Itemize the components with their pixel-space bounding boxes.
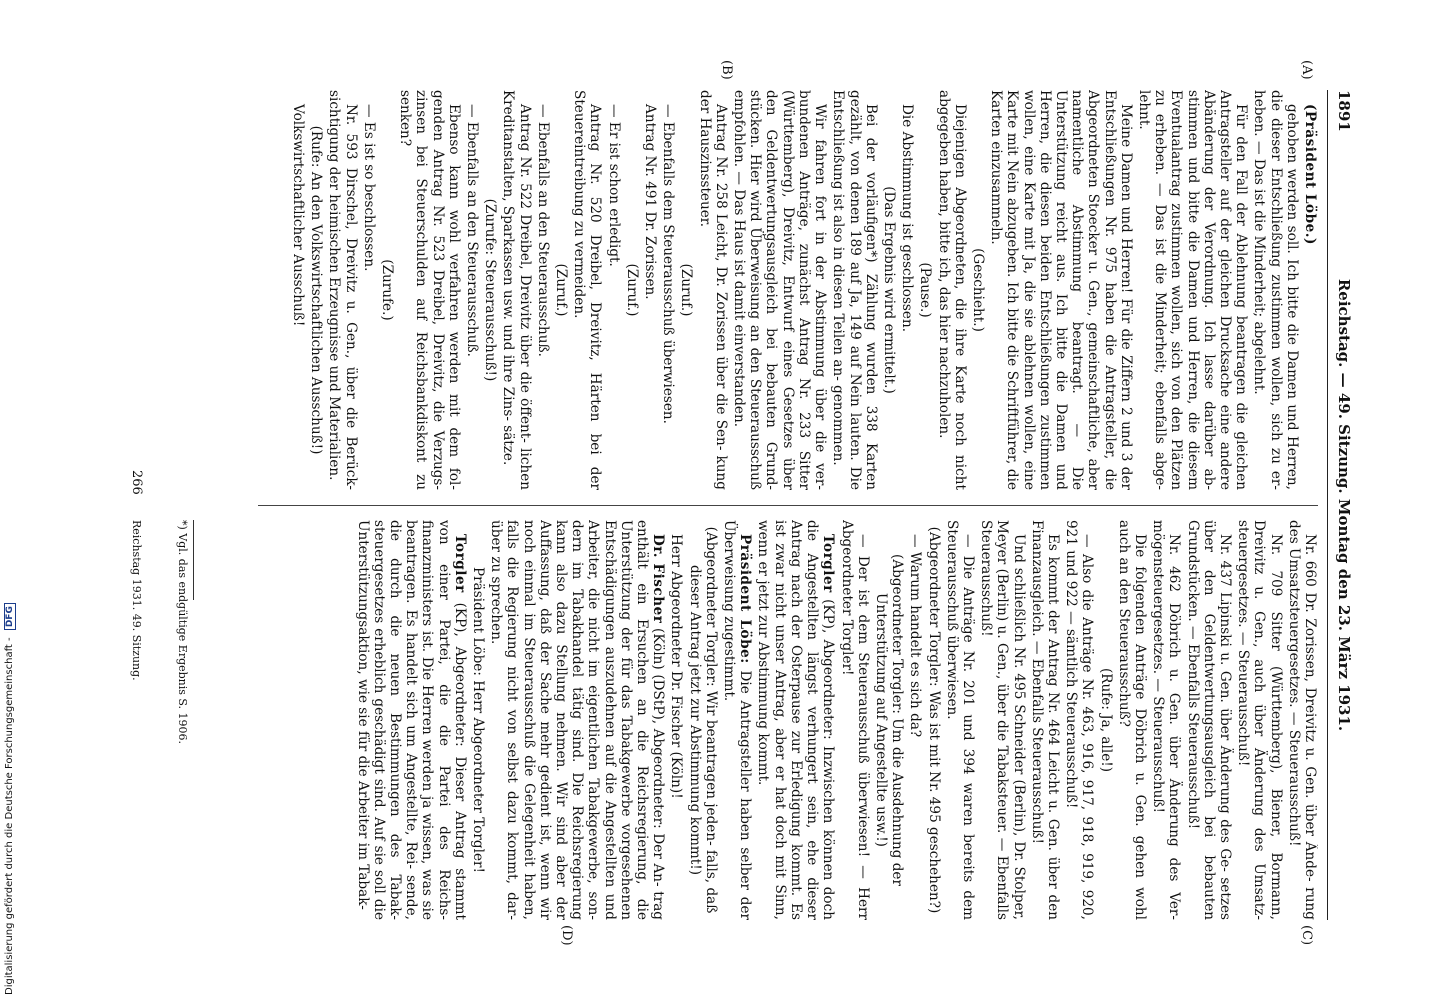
stage-direction-text: (Zuruf.) bbox=[623, 263, 640, 317]
paragraph bbox=[1235, 520, 1284, 920]
stage-direction bbox=[881, 90, 897, 490]
paragraph bbox=[535, 90, 551, 490]
stage-direction bbox=[917, 90, 933, 490]
paragraph-text: Herr Abgeordneter Dr. Fischer (Köln)! bbox=[668, 534, 685, 799]
speaker-name: (Präsident Löbe.) bbox=[1302, 104, 1318, 245]
bottom-page-number: 266 bbox=[129, 470, 144, 495]
stage-direction-text: (Zurufe.) bbox=[379, 259, 396, 321]
paragraph bbox=[1116, 520, 1148, 920]
paragraph bbox=[1029, 520, 1061, 920]
footnote bbox=[176, 520, 194, 920]
paragraph-text: Nr. 437 Lipinski u. Gen. über Änderung des Ge- setzes über den Geldentwertungsausgleich bei bebauten Grundstücken. — Ebenfalls Steuerausschuß! bbox=[1184, 520, 1233, 920]
paragraph-text: Antrag Nr. 258 Leicht, Dr. Zorissen über die Sen- kung der Hauszinssteuer. bbox=[696, 90, 729, 490]
paragraph-text: — Warum handelt es sich da? bbox=[907, 534, 924, 738]
stage-direction-text: (Abgeordneter Torgler: Was ist mit Nr. 495 geschehen?) bbox=[925, 526, 942, 914]
stage-direction bbox=[873, 520, 905, 920]
margin-mark-a: (A) bbox=[1299, 60, 1314, 80]
paragraph bbox=[899, 90, 915, 490]
paragraph bbox=[361, 90, 377, 490]
paragraph-text: gehoben werden soll. Ich bitte die Damen und Herren, die dieser Entschließung zustimmen wollen, sich zu er- heben. — Das ist die Minderheit; abgelehnt. bbox=[1251, 90, 1300, 490]
stage-direction bbox=[553, 90, 569, 490]
paragraph bbox=[397, 90, 462, 490]
paragraph bbox=[1286, 520, 1318, 920]
paragraph bbox=[978, 520, 1027, 920]
paragraph-text: Nr. 660 Dr. Zorissen, Dreivitz u. Gen. über Ände- rung des Umsatzsteuergesetzes. — Steuerausschuß! bbox=[1285, 520, 1318, 920]
paragraph bbox=[1063, 520, 1095, 920]
paragraph bbox=[1150, 520, 1182, 920]
speech-text: (KP), Abgeordneter: Inzwischen können doch die Angestellten längst verhungert sein, ehe dieser Antrag nach der Osterpause zur Erledigung kommt. Es ist zwar nicht unser Antrag, aber er hat doch mit Sinn, wenn er jetzt zur Abstimmung kommt. bbox=[755, 520, 837, 920]
stage-direction bbox=[470, 520, 486, 920]
stage-direction-text: (Zurufe: Steuerausschuß!) bbox=[482, 198, 499, 382]
sidenote-strip bbox=[4, 0, 20, 1000]
paragraph bbox=[830, 90, 879, 490]
stage-direction-text: (Geschieht.) bbox=[969, 248, 986, 332]
stage-direction bbox=[678, 90, 694, 490]
speech-text: (KP), Abgeordneter: Dieser Antrag stammt von einer Partei, die die Partei des Reichs- finanzministers ist. Die Herren werden ja wissen, was sie beantragen. Es handelt sich um Angestellte, Rei- sende, die durch die neuen Bestimmungen des Tabak- steuergesetzes erheblich geschädigt sind. Auf sie soll die Unterstützungsaktion, wie sie für die Arbeiter im Tabak- bbox=[354, 520, 468, 920]
digitization-sidenote bbox=[4, 603, 16, 995]
paragraph-text: Antrag Nr. 491 Dr. Zorissen. bbox=[642, 104, 659, 300]
paragraph bbox=[326, 90, 358, 490]
stage-direction bbox=[308, 90, 324, 490]
paragraph-text: Diejenigen Abgeordneten, die ihre Karte noch nicht abgegeben haben, bitte ich, das hier nachzuholen. bbox=[935, 90, 968, 490]
dfg-logo: DFG bbox=[4, 603, 16, 630]
stage-direction-text: Präsident Löbe: Herr Abgeordneter Torgler! bbox=[470, 567, 487, 873]
speaker-name: Torgler bbox=[451, 534, 468, 593]
paragraph bbox=[944, 520, 976, 920]
paragraph bbox=[907, 520, 923, 920]
stage-direction-text: (Rufe: Ja, alle!) bbox=[1097, 667, 1114, 773]
paragraph-text: Die folgenden Anträge Döbrich u. Gen. gehen wohl auch an den Steuerausschuß? bbox=[1115, 520, 1148, 920]
margin-mark-d: (D) bbox=[559, 925, 574, 946]
left-column bbox=[118, 90, 1318, 490]
paragraph bbox=[668, 520, 684, 920]
speech-paragraph bbox=[488, 520, 666, 920]
paragraph bbox=[660, 90, 676, 490]
stage-direction-text: (Rufe: An den Volkswirtschaftlichen Ausschuß!) bbox=[308, 125, 325, 455]
speech-text: (Köln) (DStP), Abgeordneter: Der An- trag enthält ein Ersuchen an die Reichsregierung, die Unterstützung der für das Tabakgewerbe vorgesehenen Entschädigungen auszudehnen auf die Angestellten und Arbeiter, die nicht im eigentlichen Tabakgewerbe, son- dern im Tabakhandel tätig sind. Die Reichsregierung kann also dazu Stellung nehmen. Wir sind aber der Auffassung, daß der Sache mehr gedient ist, wenn wir noch einmal im Steuerausschuß die Gelegenheit haben, falls die Regierung nicht von selbst dazu kommt, dar- über zu sprechen. bbox=[488, 520, 667, 920]
paragraph-text: — Die Anträge Nr. 201 und 394 waren bereits dem Steuerausschuß überwiesen. bbox=[943, 520, 976, 920]
paragraph bbox=[290, 90, 306, 490]
paragraph-text: — Der ist dem Steuerausschuß überwiesen! — Herr Abgeordneter Torgler! bbox=[838, 520, 871, 920]
paragraph-text: Nr. 462 Döbrich u. Gen. über Änderung des Ver- mögensteuergesetzes. — Steuerausschuß! bbox=[1150, 520, 1183, 920]
paragraph-text: — Also die Anträge Nr. 463, 916, 917, 918, 919, 920, 921 und 922 — sämtlich Steuerausschuß! bbox=[1063, 520, 1096, 920]
margin-mark-b: (B) bbox=[719, 60, 734, 80]
session-line: Reichstag 1931. 49. Sitzung. bbox=[130, 520, 143, 681]
paragraph-text: — Ebenfalls dem Steuerausschuß überwiesen. bbox=[660, 104, 677, 425]
speaker-name: Dr. Fischer bbox=[650, 534, 667, 624]
speech-paragraph bbox=[1302, 90, 1318, 490]
paragraph bbox=[1136, 90, 1249, 490]
paragraph-text: Nr. 593 Dirschel, Dreivitz u. Gen., über die Berück- sichtigung der heimischen Erzeugnisse und Materialien. bbox=[326, 90, 359, 490]
speech-paragraph bbox=[755, 520, 836, 920]
paragraph-text: — Ebenfalls an den Steuerausschuß. bbox=[464, 104, 481, 357]
stage-direction-text: (Abgeordneter Torgler: Um die Ausdehnung der Unterstützung auf Angestellte usw.!) bbox=[872, 554, 906, 886]
paragraph bbox=[988, 90, 1134, 490]
paragraph-text: Meine Damen und Herren! Für die Ziffern 2 und 3 der Entschließungen Nr. 975 haben die Antragsteller, die Abgeordneten Stoecker u. Gen., gemeinschaftliche, aber namentliche Abstimmung beantragt. — Die Unterstützung reicht aus. Ich bitte die Damen und Herren, die diesen beiden Entschließungen zustimmen wollen, eine Karte mit Ja, die sie ablehnen wollen, eine Karte mit Nein abzugeben. Ich bitte die Schriftführer, die Karten einzusammeln. bbox=[988, 90, 1134, 490]
paragraph-text: — Er ist schon erledigt. bbox=[605, 104, 622, 267]
paragraph-text: Für den Fall der Ablehnung beantragen die gleichen Antragsteller auf der gleichen Drucksache eine andere Abänderung der Verordnung. Ich lasse darüber ab- stimmen und bitte die Damen und Herren, die diesem Eventualantrag zustimmen wollen, sich von den Plätzen zu erheben. — Das ist die Minderheit; ebenfalls abge- lehnt. bbox=[1135, 90, 1250, 490]
paragraph-text: — Es ist so beschlossen. bbox=[360, 104, 377, 272]
speaker-name: Präsident Löbe: bbox=[737, 534, 754, 664]
paragraph-text: — Ebenfalls an den Steuerausschuß. bbox=[534, 104, 551, 357]
speech-paragraph bbox=[721, 520, 753, 920]
speaker-name: Torgler bbox=[820, 534, 837, 593]
page-header bbox=[1327, 90, 1354, 920]
paragraph bbox=[605, 90, 621, 490]
header-page-number: 1891 bbox=[1335, 90, 1353, 132]
column-divider bbox=[258, 505, 1318, 506]
stage-direction-text: (Zuruf.) bbox=[553, 263, 570, 317]
stage-direction bbox=[482, 90, 498, 490]
sidenote-text: Digitalisierung gefördert durch die Deutsche Forschungsgemeinschaft - bbox=[4, 637, 15, 995]
paragraph-text: Bei der vorläufigen*) Zählung wurden 338 Karten gezählt, von denen 189 auf Ja, 149 auf Nein lauten. Die Entschließung ist also in diesen Teilen an- genommen. bbox=[830, 90, 879, 490]
paragraph bbox=[642, 90, 658, 490]
paragraph bbox=[464, 90, 480, 490]
stage-direction bbox=[970, 90, 986, 490]
speech-text: Die Antragsteller haben selber der Überweisung zugestimmt. bbox=[721, 520, 754, 920]
paragraph bbox=[500, 90, 532, 490]
margin-mark-c: (C) bbox=[1299, 925, 1314, 946]
header-title: Reichstag. — 49. Sitzung. Montag den 23. März 1931. bbox=[1335, 278, 1353, 732]
paragraph bbox=[696, 90, 728, 490]
paragraph bbox=[935, 90, 967, 490]
paragraph-text: Antrag Nr. 520 Dreibel, Dreivitz, Härten bei der Steuereintreibung zu vermeiden. bbox=[571, 90, 604, 490]
footnote-text: *) Vgl. das endgültige Ergebnis S. 1906. bbox=[176, 520, 189, 745]
footnote-rule bbox=[193, 520, 194, 600]
paragraph-text: Es kommt der Antrag Nr. 464 Leicht u. Gen. über den Finanzausgleich. — Ebenfalls Steuerausschuß! bbox=[1028, 520, 1061, 920]
stage-direction-text: (Abgeordneter Torgler: Wir beantragen jeden- falls, daß dieser Antrag jetzt zur Abstimmung kommt!) bbox=[686, 526, 719, 914]
stage-direction bbox=[379, 90, 395, 490]
stage-direction bbox=[624, 90, 640, 490]
speech-paragraph bbox=[354, 520, 467, 920]
paragraph-text: Antrag Nr. 522 Dreibel, Dreivitz über die öffent- lichen Kreditanstalten, Sparkassen usw. und ihre Zins- sätze. bbox=[500, 90, 533, 490]
stage-direction-text: (Pause.) bbox=[917, 262, 934, 318]
stage-direction-text: (Das Ergebnis wird ermittelt.) bbox=[880, 186, 897, 394]
paragraph bbox=[731, 90, 828, 490]
stage-direction bbox=[686, 520, 718, 920]
right-column bbox=[118, 520, 1318, 920]
paragraph-text: Die Abstimmung ist geschlossen. bbox=[899, 104, 916, 333]
paragraph-text: Volkswirtschaftlicher Ausschuß! bbox=[290, 104, 307, 327]
stage-direction bbox=[1097, 520, 1113, 920]
paragraph bbox=[571, 90, 603, 490]
paragraph bbox=[1184, 520, 1233, 920]
paragraph bbox=[838, 520, 870, 920]
paragraph-text: Und schließlich Nr. 495 Schneider (Berlin), Dr. Stolper, Meyer (Berlin) u. Gen., über die Tabaksteuer. — Ebenfalls Steuerausschuß! bbox=[978, 520, 1027, 920]
paragraph-text: Ebenso kann wohl verfahren werden mit dem fol- genden Antrag Nr. 523 Dreibel, Dreivitz, die Verzugs- zinsen bei Steuerschulden auf Reichsbankdiskont zu senken? bbox=[397, 90, 462, 490]
page-content bbox=[84, 60, 1354, 946]
paragraph-text: Wir fahren fort in der Abstimmung über die ver- bundenen Anträge, zunächst Antrag Nr. 233 Sitter (Württemberg), Dreivitz, Entwurf eines Gesetzes über den Geldentwertungsausgleich bei bebauten Grund- stücken. Hier wird Überweisung an den Steuerausschuß empfohlen. — Das Haus ist damit einverstanden. bbox=[731, 90, 829, 490]
paragraph bbox=[1251, 90, 1300, 490]
paragraph-text: Nr. 709 Sitter (Württemberg), Biener, Bormann, Dreivitz u. Gen., auch über Änderung des Umsatz- steuergesetzes. — Steuerausschuß! bbox=[1235, 520, 1284, 920]
stage-direction-text: (Zuruf.) bbox=[678, 263, 695, 317]
stage-direction bbox=[925, 520, 941, 920]
